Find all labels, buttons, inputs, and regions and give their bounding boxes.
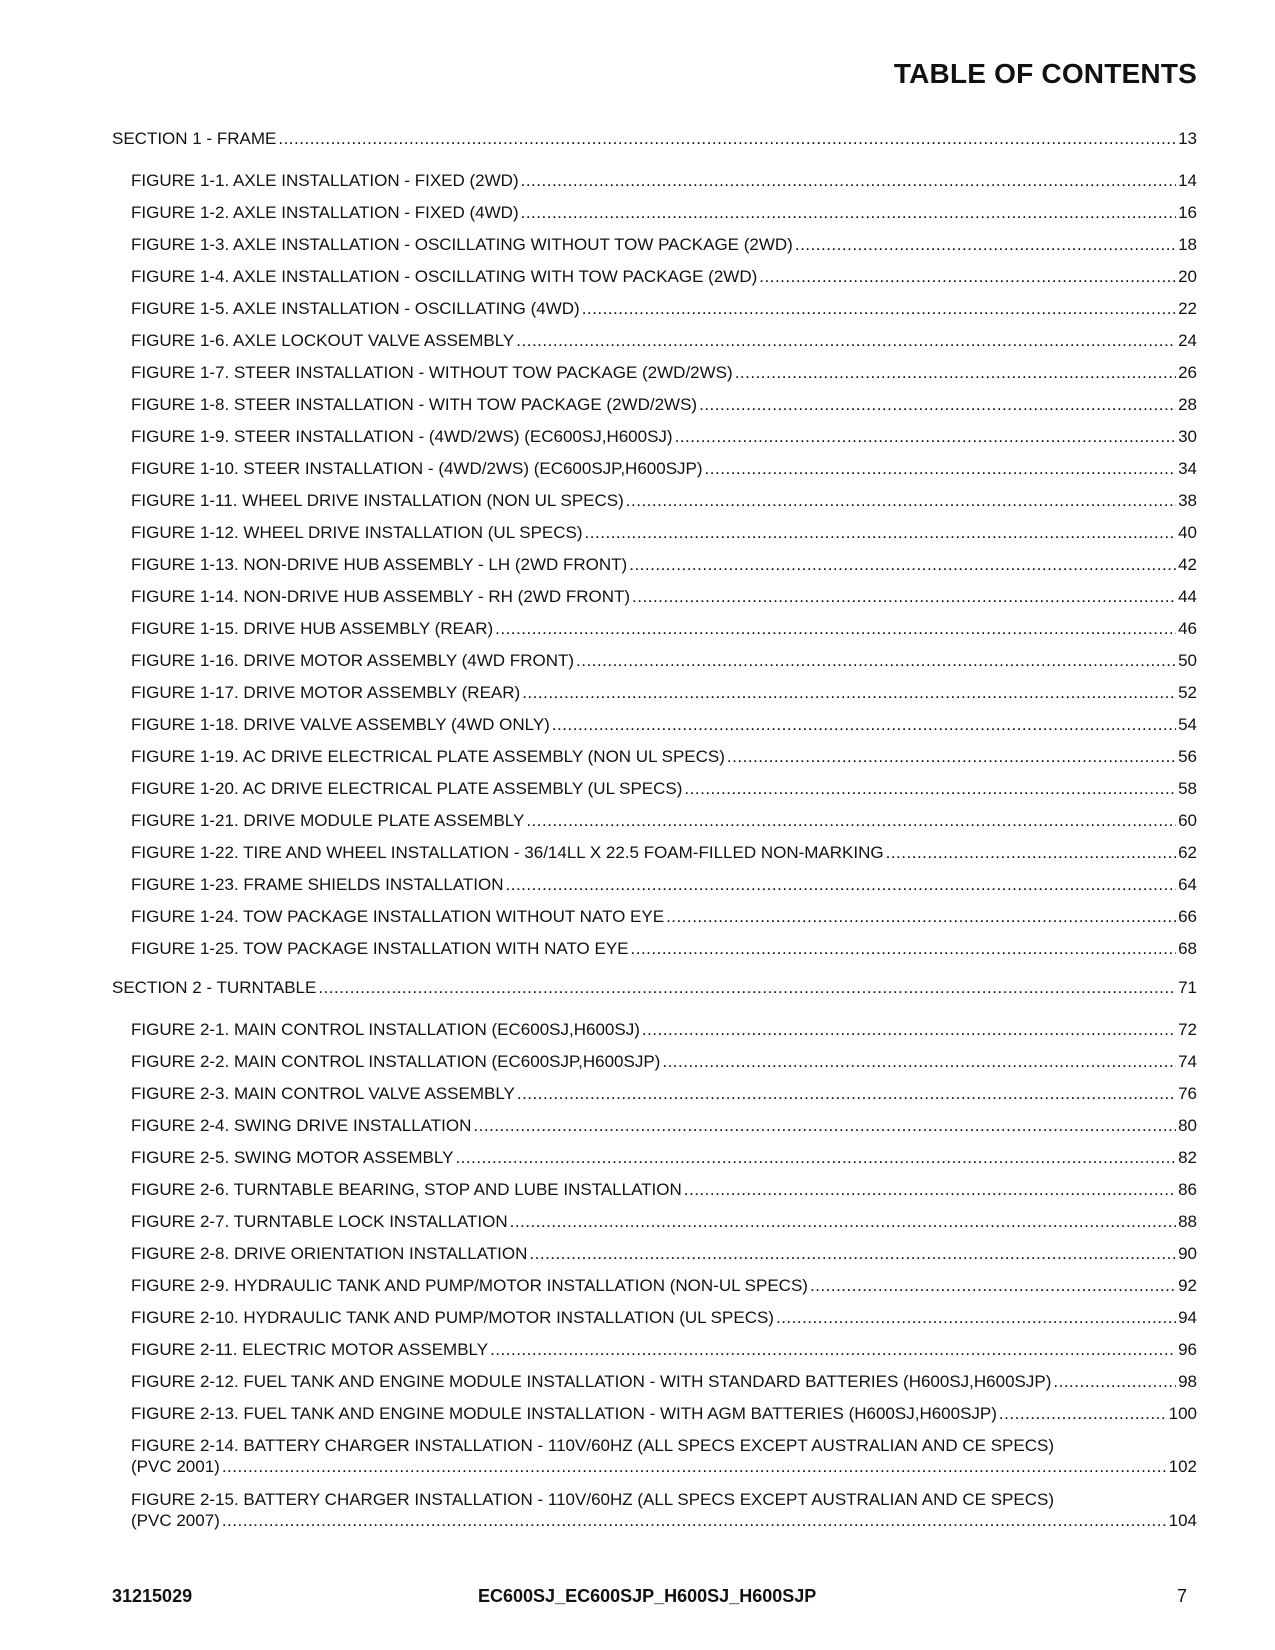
dot-leader [510,1212,1176,1232]
figure-page-number: 94 [1178,1308,1197,1327]
toc-figure-entry[interactable] [112,267,1197,299]
toc-figure-entry[interactable] [112,779,1197,811]
dot-leader [576,651,1176,671]
figure-title: FIGURE 1-14. NON-DRIVE HUB ASSEMBLY - RH (2WD FRONT) [131,587,631,606]
toc-figure-entry[interactable] [112,939,1197,971]
page-footer [112,1586,1197,1610]
section-page-number: 71 [1178,978,1197,997]
figure-title: FIGURE 2-11. ELECTRIC MOTOR ASSEMBLY [131,1340,489,1359]
toc-figure-entry[interactable] [112,1490,1197,1544]
dot-leader [886,843,1176,863]
figure-page-number: 88 [1178,1212,1197,1231]
toc-figure-entry[interactable] [112,907,1197,939]
figure-page-number: 62 [1178,843,1197,862]
dot-leader [666,907,1176,927]
figure-title: FIGURE 1-25. TOW PACKAGE INSTALLATION WITH NATO EYE [131,939,629,958]
figure-page-number: 24 [1178,331,1197,350]
figure-page-number: 82 [1178,1148,1197,1167]
toc-figure-entry[interactable] [112,715,1197,747]
figure-title: FIGURE 2-14. BATTERY CHARGER INSTALLATION - 110V/60HZ (ALL SPECS EXCEPT AUSTRALIAN AND CE SPECS) [131,1436,1054,1455]
dot-leader [735,363,1176,383]
figure-title: FIGURE 1-4. AXLE INSTALLATION - OSCILLATING WITH TOW PACKAGE (2WD) [131,267,758,286]
figure-title-continuation: (PVC 2001) [131,1457,220,1476]
dot-leader [529,1244,1176,1264]
dot-leader [759,267,1176,287]
figure-page-number: 54 [1178,715,1197,734]
toc-figure-entry[interactable] [112,299,1197,331]
figure-title: FIGURE 1-12. WHEEL DRIVE INSTALLATION (UL SPECS) [131,523,583,542]
dot-leader [585,523,1177,543]
table-of-contents [112,129,1197,1544]
figure-page-number: 104 [1168,1511,1197,1530]
figure-title: FIGURE 1-7. STEER INSTALLATION - WITHOUT TOW PACKAGE (2WD/2WS) [131,363,733,382]
page-title: TABLE OF CONTENTS [893,58,1197,89]
figure-title-continuation: (PVC 2007) [131,1511,220,1530]
toc-figure-entry[interactable] [112,1052,1197,1084]
dot-leader [455,1148,1176,1168]
figure-page-number: 64 [1178,875,1197,894]
dot-leader [631,939,1177,959]
dot-leader [684,779,1176,799]
dot-leader [222,1457,1167,1477]
figure-title: FIGURE 1-20. AC DRIVE ELECTRICAL PLATE ASSEMBLY (UL SPECS) [131,779,683,798]
figure-page-number: 26 [1178,363,1197,382]
toc-section-entry[interactable] [112,129,1197,161]
figure-title: FIGURE 1-11. WHEEL DRIVE INSTALLATION (NON UL SPECS) [131,491,624,510]
dot-leader [490,1340,1176,1360]
toc-figure-entry[interactable] [112,331,1197,363]
figure-title: FIGURE 2-4. SWING DRIVE INSTALLATION [131,1116,472,1135]
figure-title: FIGURE 2-12. FUEL TANK AND ENGINE MODULE INSTALLATION - WITH STANDARD BATTERIES (H600SJ,H600SJP) [131,1372,1052,1391]
dot-leader [705,459,1177,479]
figure-title: FIGURE 2-7. TURNTABLE LOCK INSTALLATION [131,1212,508,1231]
toc-figure-entry[interactable] [112,459,1197,491]
dot-leader [1053,1372,1176,1392]
toc-figure-entry[interactable] [112,171,1197,203]
toc-figure-entry[interactable] [112,1180,1197,1212]
figure-page-number: 42 [1178,555,1197,574]
figure-page-number: 34 [1178,459,1197,478]
figure-page-number: 44 [1178,587,1197,606]
figure-page-number: 86 [1178,1180,1197,1199]
toc-figure-entry[interactable] [112,427,1197,459]
dot-leader [521,203,1176,223]
figure-title: FIGURE 1-24. TOW PACKAGE INSTALLATION WITHOUT NATO EYE [131,907,665,926]
toc-figure-entry[interactable] [112,395,1197,427]
figure-title: FIGURE 1-18. DRIVE VALVE ASSEMBLY (4WD ONLY) [131,715,550,734]
dot-leader [522,683,1176,703]
figure-page-number: 52 [1178,683,1197,702]
toc-figure-entry[interactable] [112,1244,1197,1276]
figure-title: FIGURE 1-6. AXLE LOCKOUT VALVE ASSEMBLY [131,331,515,350]
dot-leader [582,299,1176,319]
figure-title: FIGURE 2-6. TURNTABLE BEARING, STOP AND LUBE INSTALLATION [131,1180,682,1199]
dot-leader [278,129,1176,149]
toc-figure-entry[interactable] [112,235,1197,267]
figure-page-number: 58 [1178,779,1197,798]
dot-leader [626,491,1176,511]
toc-figure-entry[interactable] [112,651,1197,683]
toc-figure-entry[interactable] [112,1020,1197,1052]
dot-leader [517,1084,1176,1104]
toc-figure-entry[interactable] [112,875,1197,907]
figure-title: FIGURE 1-19. AC DRIVE ELECTRICAL PLATE ASSEMBLY (NON UL SPECS) [131,747,725,766]
toc-figure-entry[interactable] [112,363,1197,395]
figure-title: FIGURE 2-15. BATTERY CHARGER INSTALLATION - 110V/60HZ (ALL SPECS EXCEPT AUSTRALIAN AND CE SPECS) [131,1490,1054,1509]
figure-title: FIGURE 1-2. AXLE INSTALLATION - FIXED (4WD) [131,203,519,222]
figure-title: FIGURE 1-5. AXLE INSTALLATION - OSCILLATING (4WD) [131,299,580,318]
figure-title: FIGURE 2-3. MAIN CONTROL VALVE ASSEMBLY [131,1084,515,1103]
dot-leader [684,1180,1176,1200]
figure-title: FIGURE 2-13. FUEL TANK AND ENGINE MODULE INSTALLATION - WITH AGM BATTERIES (H600SJ,H600SJP) [131,1404,997,1423]
toc-figure-entry[interactable] [112,203,1197,235]
page-number: 7 [1176,1586,1187,1606]
dot-leader [776,1308,1176,1328]
dot-leader [526,811,1176,831]
dot-leader [727,747,1176,767]
toc-figure-entry[interactable] [112,811,1197,843]
figure-title: FIGURE 2-1. MAIN CONTROL INSTALLATION (EC600SJ,H600SJ) [131,1020,640,1039]
figure-title: FIGURE 1-17. DRIVE MOTOR ASSEMBLY (REAR) [131,683,521,702]
figure-page-number: 30 [1178,427,1197,446]
toc-figure-entry[interactable] [112,1436,1197,1490]
figure-title: FIGURE 1-8. STEER INSTALLATION - WITH TOW PACKAGE (2WD/2WS) [131,395,698,414]
figure-title: FIGURE 2-5. SWING MOTOR ASSEMBLY [131,1148,454,1167]
figure-page-number: 28 [1178,395,1197,414]
toc-figure-entry[interactable] [112,747,1197,779]
document-number: 31215029 [112,1586,193,1606]
dot-leader [632,587,1176,607]
toc-figure-entry[interactable] [112,555,1197,587]
figure-page-number: 50 [1178,651,1197,670]
figure-page-number: 14 [1178,171,1197,190]
dot-leader [999,1404,1167,1424]
figure-title: FIGURE 1-10. STEER INSTALLATION - (4WD/2WS) (EC600SJP,H600SJP) [131,459,703,478]
figure-page-number: 56 [1178,747,1197,766]
figure-title: FIGURE 1-9. STEER INSTALLATION - (4WD/2WS) (EC600SJ,H600SJ) [131,427,673,446]
dot-leader [516,331,1176,351]
figure-title: FIGURE 1-1. AXLE INSTALLATION - FIXED (2WD) [131,171,519,190]
figure-page-number: 90 [1178,1244,1197,1263]
dot-leader [495,619,1176,639]
toc-figure-entry[interactable] [112,619,1197,651]
toc-figure-entry[interactable] [112,1276,1197,1308]
dot-leader [506,875,1177,895]
toc-figure-entry[interactable] [112,523,1197,555]
toc-figure-entry[interactable] [112,491,1197,523]
dot-leader [795,235,1176,255]
dot-leader [521,171,1176,191]
dot-leader [552,715,1176,735]
toc-figure-entry[interactable] [112,1308,1197,1340]
toc-figure-entry[interactable] [112,1116,1197,1148]
figure-page-number: 74 [1178,1052,1197,1071]
figure-page-number: 66 [1178,907,1197,926]
figure-page-number: 68 [1178,939,1197,958]
figure-title: FIGURE 1-13. NON-DRIVE HUB ASSEMBLY - LH (2WD FRONT) [131,555,628,574]
figure-title: FIGURE 1-23. FRAME SHIELDS INSTALLATION [131,875,504,894]
figure-page-number: 20 [1178,267,1197,286]
figure-page-number: 102 [1168,1457,1197,1476]
toc-figure-entry[interactable] [112,1340,1197,1372]
figure-title: FIGURE 2-10. HYDRAULIC TANK AND PUMP/MOTOR INSTALLATION (UL SPECS) [131,1308,774,1327]
figure-title: FIGURE 1-15. DRIVE HUB ASSEMBLY (REAR) [131,619,494,638]
toc-figure-entry[interactable] [112,1084,1197,1116]
toc-figure-entry[interactable] [112,1404,1197,1436]
model-list: EC600SJ_EC600SJP_H600SJ_H600SJP [478,1586,817,1606]
figure-page-number: 22 [1178,299,1197,318]
figure-page-number: 16 [1178,203,1197,222]
figure-title: FIGURE 1-22. TIRE AND WHEEL INSTALLATION - 36/14LL X 22.5 FOAM-FILLED NON-MARKING [131,843,884,862]
figure-title: FIGURE 2-8. DRIVE ORIENTATION INSTALLATION [131,1244,528,1263]
dot-leader [675,427,1176,447]
figure-page-number: 76 [1178,1084,1197,1103]
figure-page-number: 18 [1178,235,1197,254]
figure-title: FIGURE 2-2. MAIN CONTROL INSTALLATION (EC600SJP,H600SJP) [131,1052,661,1071]
figure-page-number: 46 [1178,619,1197,638]
toc-figure-entry[interactable] [112,1148,1197,1180]
figure-title: FIGURE 1-16. DRIVE MOTOR ASSEMBLY (4WD FRONT) [131,651,575,670]
figure-page-number: 92 [1178,1276,1197,1295]
toc-figure-entry[interactable] [112,1372,1197,1404]
dot-leader [318,978,1176,998]
dot-leader [222,1511,1167,1531]
figure-title: FIGURE 1-21. DRIVE MODULE PLATE ASSEMBLY [131,811,525,830]
section-title: SECTION 2 - TURNTABLE [112,978,317,997]
dot-leader [642,1020,1176,1040]
figure-page-number: 96 [1178,1340,1197,1359]
dot-leader [699,395,1176,415]
figure-page-number: 60 [1178,811,1197,830]
figure-title: FIGURE 2-9. HYDRAULIC TANK AND PUMP/MOTOR INSTALLATION (NON-UL SPECS) [131,1276,808,1295]
figure-page-number: 98 [1178,1372,1197,1391]
dot-leader [473,1116,1176,1136]
dot-leader [629,555,1176,575]
dot-leader [662,1052,1176,1072]
figure-page-number: 38 [1178,491,1197,510]
section-page-number: 13 [1178,129,1197,148]
figure-page-number: 72 [1178,1020,1197,1039]
figure-page-number: 80 [1178,1116,1197,1135]
toc-figure-entry[interactable] [112,843,1197,875]
toc-section-entry[interactable] [112,978,1197,1010]
figure-page-number: 100 [1168,1404,1197,1423]
section-title: SECTION 1 - FRAME [112,129,277,148]
dot-leader [810,1276,1176,1296]
toc-figure-entry[interactable] [112,1212,1197,1244]
figure-page-number: 40 [1178,523,1197,542]
figure-title: FIGURE 1-3. AXLE INSTALLATION - OSCILLATING WITHOUT TOW PACKAGE (2WD) [131,235,793,254]
toc-figure-entry[interactable] [112,683,1197,715]
toc-figure-entry[interactable] [112,587,1197,619]
